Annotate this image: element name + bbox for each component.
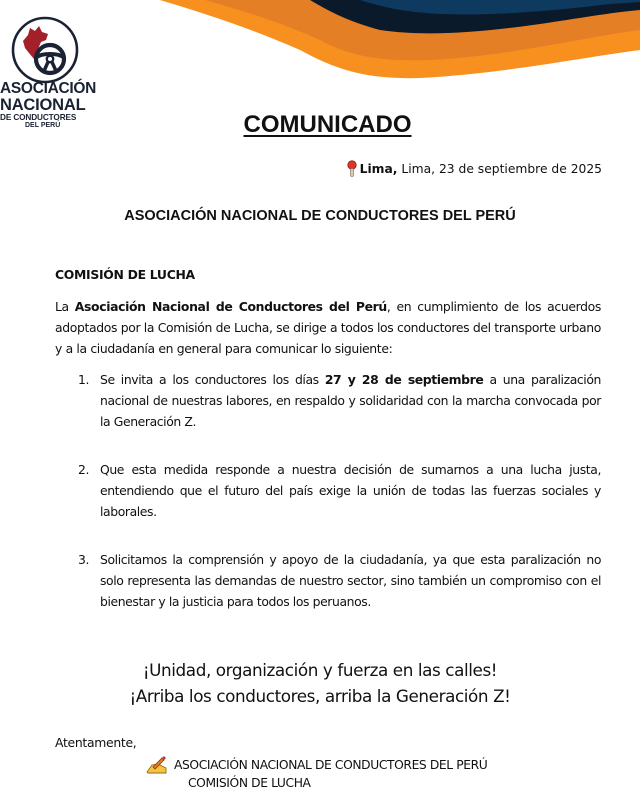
signature-org: ASOCIACIÓN NACIONAL DE CONDUCTORES DEL PERÚ	[174, 758, 488, 772]
intro-prefix: La	[55, 299, 75, 314]
list-number: 2.	[78, 462, 90, 477]
slogan-2: ¡Arriba los conductores, arriba la Generación Z!	[129, 686, 511, 706]
signature-committee: COMISIÓN DE LUCHA	[188, 776, 311, 790]
intro-org-name: Asociación Nacional de Conductores del Perú	[74, 299, 387, 314]
organization-heading: ASOCIACIÓN NACIONAL DE CONDUCTORES DEL PERÚ	[124, 208, 516, 224]
list-text: Se invita a los conductores los días 27 y 28 de septiembre a una paralización nacional de nuestras labores, en respaldo y solidaridad con la marcha convocada por la Generación Z.	[100, 372, 601, 429]
signature-block	[146, 755, 487, 775]
date-text: Lima, 23 de septiembre de 2025	[397, 162, 602, 176]
intro-text: , en cumplimiento de los acuerdos adoptados por la Comisión de Lucha, se dirige a todos los conductores del transporte urbano y a la ciudadanía en general para comunicar lo siguiente:	[55, 299, 602, 356]
date-line	[346, 160, 602, 178]
writing-hand-icon	[146, 755, 168, 775]
logo-text-nacional: NACIONAL	[0, 96, 86, 114]
list-item-2	[78, 459, 601, 522]
slogan-1: ¡Unidad, organización y fuerza en las calles!	[142, 660, 498, 680]
date-place: Lima,	[359, 162, 398, 176]
logo-text-de-conductores: DE CONDUCTORES	[0, 113, 77, 122]
steering-wheel-peru-map-icon	[10, 15, 80, 85]
logo-text-asociacion: ASOCIACIÓN	[0, 80, 97, 97]
list-item-1	[78, 369, 601, 432]
document-title: COMUNICADO	[243, 111, 412, 138]
pushpin-icon	[346, 160, 358, 178]
list-number: 1.	[78, 372, 90, 387]
section-heading: COMISIÓN DE LUCHA	[55, 267, 195, 282]
closing-text: Atentamente,	[55, 735, 137, 750]
association-logo	[0, 12, 97, 129]
dates-highlight: 27 y 28 de septiembre	[324, 372, 484, 387]
header-wave-decoration	[0, 0, 640, 90]
list-item-3	[78, 549, 601, 612]
intro-paragraph	[55, 296, 601, 359]
logo-text-del-peru: DEL PERÚ	[25, 122, 61, 129]
list-number: 3.	[78, 552, 90, 567]
list-text: Solicitamos la comprensión y apoyo de la ciudadanía, ya que esta paralización no solo representa las demandas de nuestro sector, sino también un compromiso con el bienestar y la justicia para todos los peruanos.	[100, 552, 601, 609]
list-text: Que esta medida responde a nuestra decisión de sumarnos a una lucha justa, entendiendo que el futuro del país exige la unión de todas las fuerzas sociales y laborales.	[100, 462, 601, 519]
